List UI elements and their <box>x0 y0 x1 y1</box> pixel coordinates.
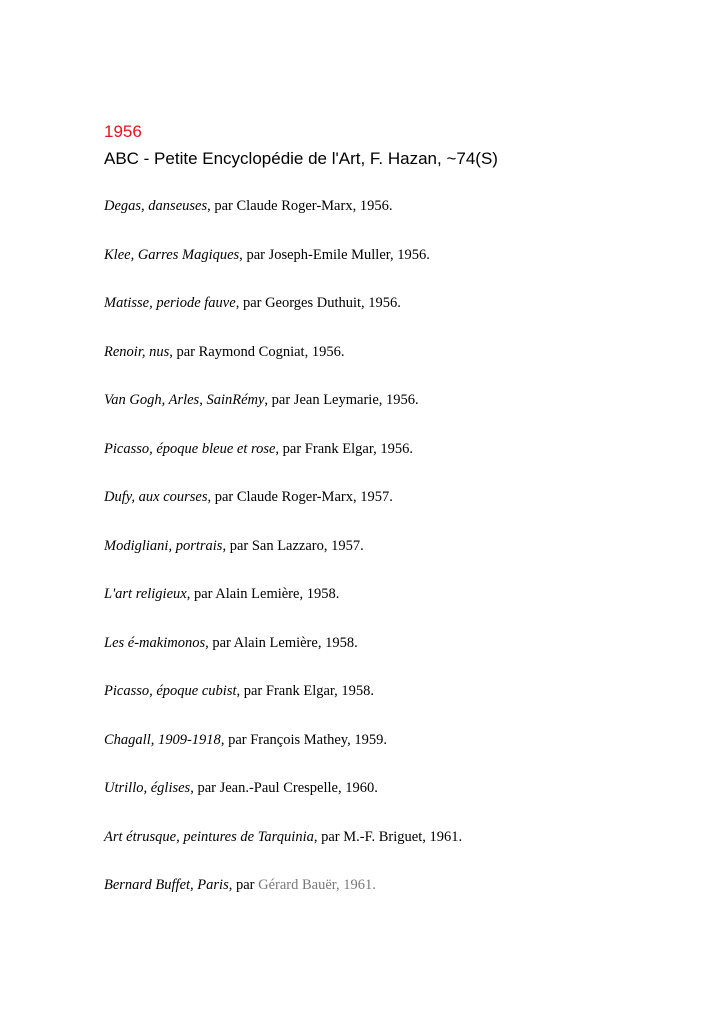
bibliography-list <box>104 196 462 924</box>
list-item <box>104 293 462 342</box>
book-details: , par M.-F. Briguet, 1961. <box>313 828 463 845</box>
book-details: , par Alain Lemière, 1958. <box>186 586 340 602</box>
book-title: Modigliani, portrais <box>104 537 223 554</box>
book-title: Art étrusque, peintures de Tarquinia <box>104 828 314 845</box>
book-title: Les é-makimonos, <box>104 634 209 651</box>
book-details: , par San Lazzaro, 1957. <box>222 537 364 554</box>
list-item <box>104 536 462 585</box>
list-item <box>104 342 462 391</box>
series-title: ABC - Petite Encyclopédie de l'Art, F. Hazan, ~74(S) <box>104 149 498 168</box>
book-title: Utrillo, églises <box>104 780 191 796</box>
year-heading: 1956 <box>104 122 142 141</box>
book-details: , par Jean.-Paul Crespelle, 1960. <box>190 780 378 796</box>
book-title: Picasso, époque bleue et rose <box>104 440 276 457</box>
book-details: , par Claude Roger-Marx, 1957. <box>207 489 393 505</box>
book-details: , par François Mathey, 1959. <box>220 731 387 748</box>
list-item <box>104 584 462 633</box>
book-details: , par Frank Elgar, 1958. <box>236 683 375 699</box>
list-item <box>104 681 462 730</box>
book-details: par Alain Lemière, 1958. <box>208 634 358 651</box>
book-details: , par <box>228 877 259 893</box>
list-item <box>104 778 462 827</box>
book-title: Klee, Garres Magiques, <box>104 246 243 263</box>
book-details: , par Georges Duthuit, 1956. <box>235 295 401 311</box>
book-title: Chagall, 1909-1918 <box>104 731 221 748</box>
book-title: Van Gogh, Arles, SainRémy <box>104 392 265 408</box>
book-details: par Raymond Cogniat, 1956. <box>172 343 345 360</box>
book-title: Picasso, époque cubist <box>104 683 237 699</box>
list-item <box>104 196 462 245</box>
book-title: Renoir, nus, <box>104 343 173 360</box>
list-item <box>104 875 462 924</box>
book-details: par Joseph-Emile Muller, 1956. <box>242 246 430 263</box>
list-item <box>104 439 462 488</box>
list-item <box>104 827 462 876</box>
book-details: , par Frank Elgar, 1956. <box>275 440 413 457</box>
book-details-faded: Gérard Bauër, 1961. <box>258 877 376 893</box>
list-item <box>104 633 462 682</box>
book-details: , par Claude Roger-Marx, 1956. <box>207 198 393 214</box>
book-title: Matisse, periode fauve <box>104 295 236 311</box>
list-item <box>104 245 462 294</box>
list-item <box>104 730 462 779</box>
book-title: Degas, danseuses <box>104 198 208 214</box>
book-title: L'art religieux <box>104 586 187 602</box>
book-title: Bernard Buffet, Paris <box>104 877 229 893</box>
list-item <box>104 487 462 536</box>
book-details: , par Jean Leymarie, 1956. <box>264 392 419 408</box>
list-item <box>104 390 462 439</box>
book-title: Dufy, aux courses <box>104 489 208 505</box>
